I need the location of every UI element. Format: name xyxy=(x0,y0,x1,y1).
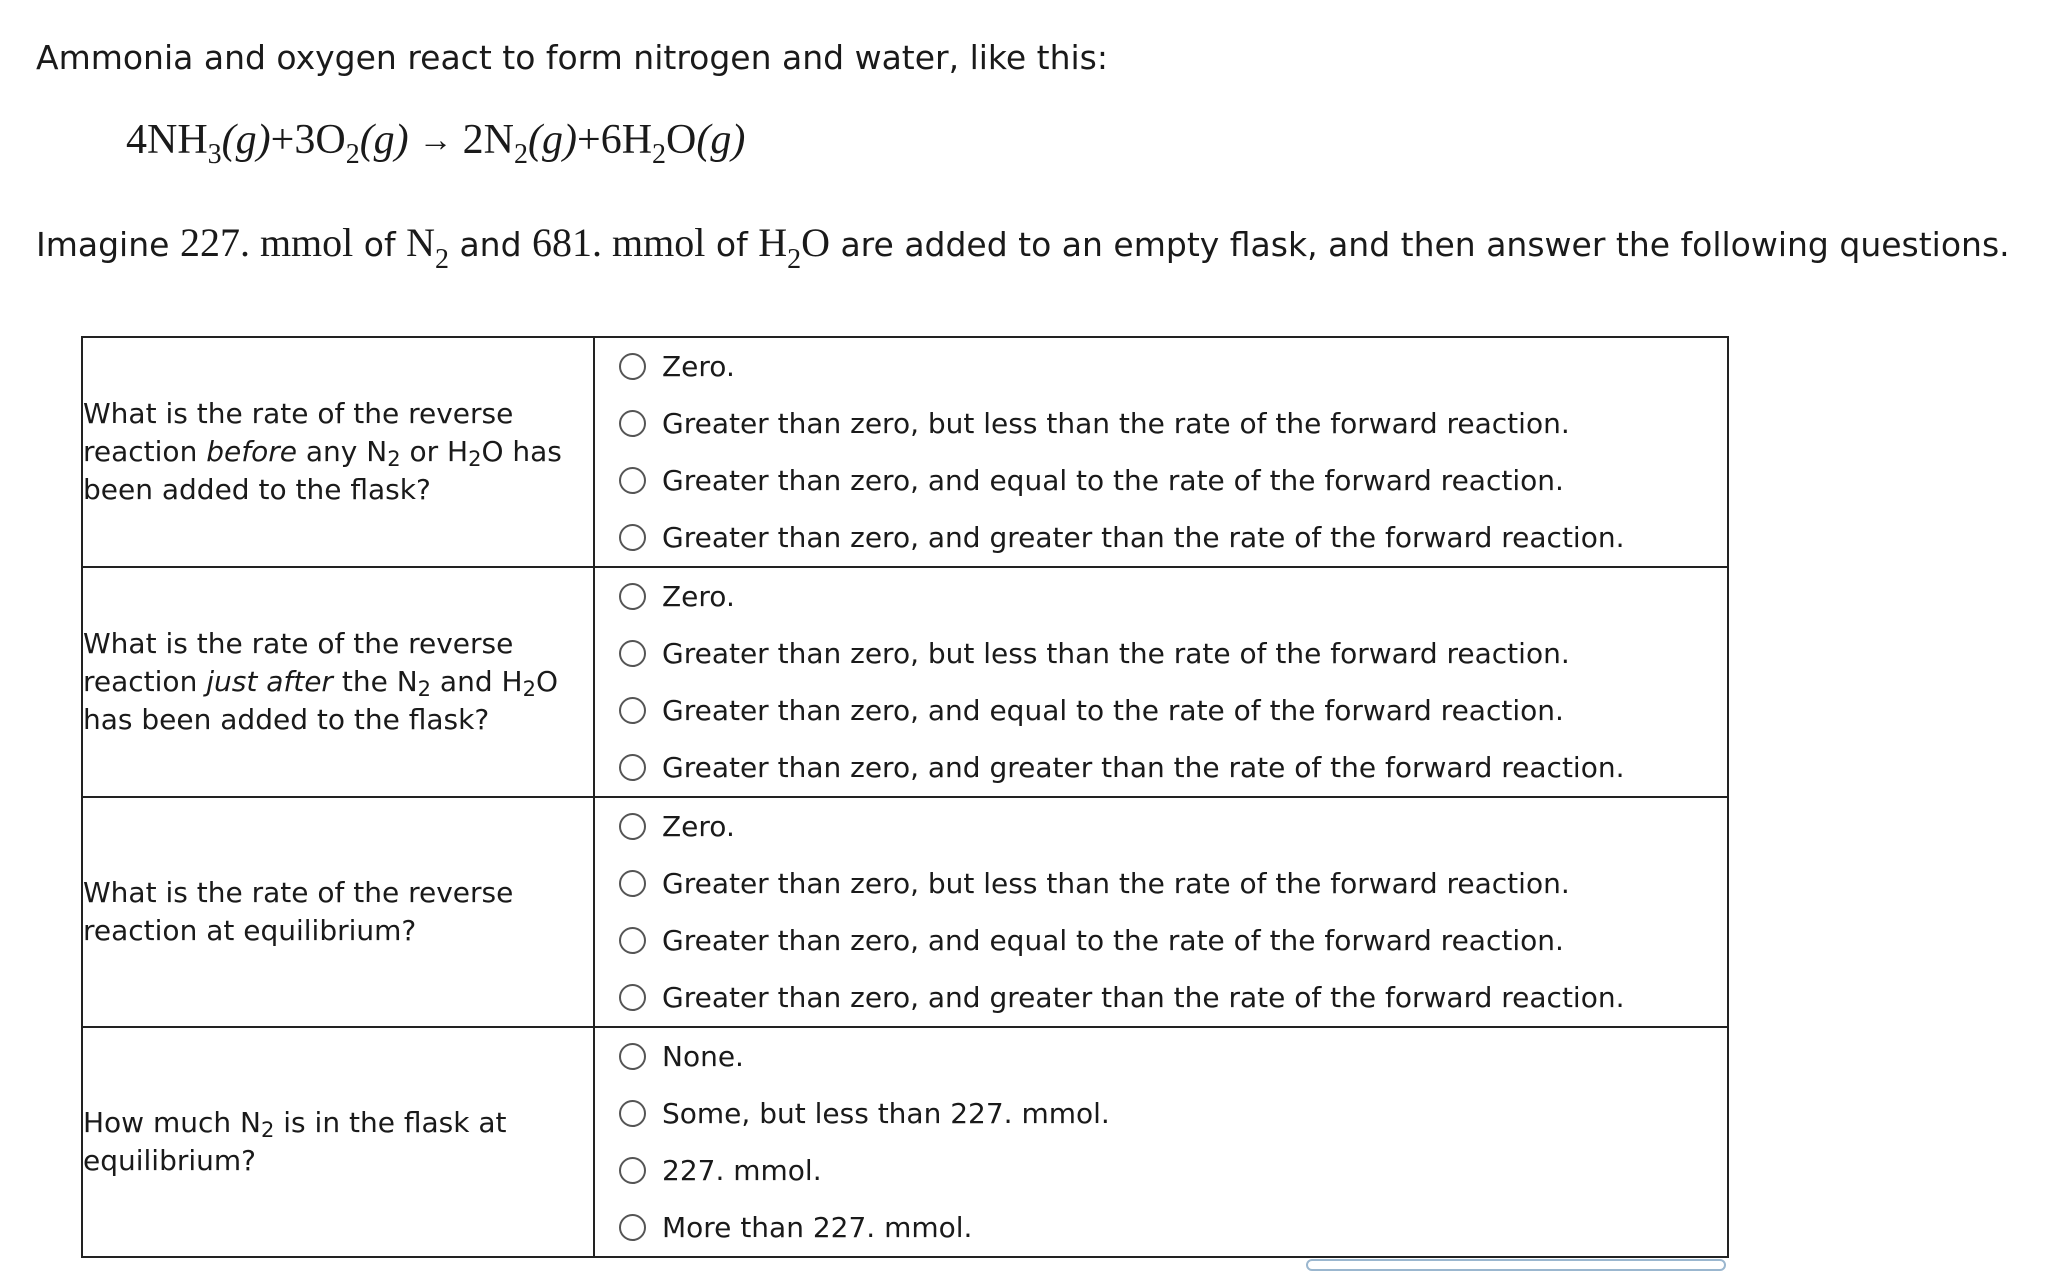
radio-button[interactable] xyxy=(619,754,646,781)
question-text: What is the rate of the reverse reaction at equilibrium? xyxy=(83,876,514,947)
radio-button[interactable] xyxy=(619,640,646,667)
radio-button[interactable] xyxy=(619,1157,646,1184)
answer-option[interactable] xyxy=(595,739,1727,796)
question-row xyxy=(82,1027,1728,1257)
radio-button[interactable] xyxy=(619,1043,646,1070)
radio-button[interactable] xyxy=(619,467,646,494)
radio-button[interactable] xyxy=(619,353,646,380)
answer-option[interactable] xyxy=(595,1085,1727,1142)
species-n2: N xyxy=(483,117,515,163)
partial-panel-edge xyxy=(1306,1259,1726,1271)
question-text: or H xyxy=(400,435,469,468)
option-label: Greater than zero, and equal to the rate of the forward reaction. xyxy=(662,924,1564,957)
radio-button[interactable] xyxy=(619,583,646,610)
option-label: Greater than zero, but less than the rate of the forward reaction. xyxy=(662,867,1570,900)
question-cell xyxy=(82,1027,594,1257)
option-label: Zero. xyxy=(662,810,735,843)
species-n2-label: N xyxy=(406,220,435,265)
amount-h2o: 681. mmol xyxy=(532,220,706,265)
question-text: O has been added to the flask? xyxy=(83,435,562,506)
answer-option[interactable] xyxy=(595,1028,1727,1085)
answer-option[interactable] xyxy=(595,1199,1727,1256)
radio-button[interactable] xyxy=(619,1100,646,1127)
option-label: 227. mmol. xyxy=(662,1154,822,1187)
answer-option[interactable] xyxy=(595,395,1727,452)
answer-option[interactable] xyxy=(595,969,1727,1026)
question-text: and H xyxy=(431,665,523,698)
species-h2o-sub: 2 xyxy=(787,244,802,275)
plus-1: + xyxy=(270,117,295,163)
question-subscript: 2 xyxy=(387,447,401,471)
radio-button[interactable] xyxy=(619,697,646,724)
option-label: Some, but less than 227. mmol. xyxy=(662,1097,1110,1130)
options-cell xyxy=(594,797,1728,1027)
answer-option[interactable] xyxy=(595,568,1727,625)
statement-part-2: of xyxy=(353,225,407,264)
question-text: any N xyxy=(296,435,388,468)
answer-option[interactable] xyxy=(595,452,1727,509)
intro-text: Ammonia and oxygen react to form nitrogen and water, like this: xyxy=(36,38,1108,77)
amount-n2: 227. mmol xyxy=(179,220,354,265)
reaction-equation xyxy=(126,112,745,169)
option-label: None. xyxy=(662,1040,744,1073)
options-cell xyxy=(594,1027,1728,1257)
question-table xyxy=(81,336,1729,1258)
answer-option[interactable] xyxy=(595,855,1727,912)
statement-part-4: of xyxy=(705,225,759,264)
question-cell xyxy=(82,797,594,1027)
species-h2o-h: H xyxy=(621,117,653,163)
question-cell xyxy=(82,337,594,567)
coef-h2o: 6 xyxy=(600,117,622,163)
coef-nh3: 4 xyxy=(126,117,147,163)
question-row xyxy=(82,567,1728,797)
question-subscript: 2 xyxy=(468,447,482,471)
phase-o2: (g) xyxy=(359,117,409,163)
option-label: More than 227. mmol. xyxy=(662,1211,973,1244)
option-label: Greater than zero, and greater than the rate of the forward reaction. xyxy=(662,521,1625,554)
option-label: Greater than zero, but less than the rate of the forward reaction. xyxy=(662,407,1570,440)
options-cell xyxy=(594,337,1728,567)
sub-h2o: 2 xyxy=(652,139,667,170)
question-text: What is the rate of the reverse reaction xyxy=(83,627,514,698)
species-n2-sub: 2 xyxy=(434,244,449,275)
question-row xyxy=(82,797,1728,1027)
coef-o2: 3 xyxy=(294,117,316,163)
radio-button[interactable] xyxy=(619,870,646,897)
option-label: Greater than zero, and equal to the rate of the forward reaction. xyxy=(662,464,1564,497)
question-emphasis: just after xyxy=(206,665,333,698)
option-label: Greater than zero, and equal to the rate of the forward reaction. xyxy=(662,694,1564,727)
answer-option[interactable] xyxy=(595,682,1727,739)
sub-nh3: 3 xyxy=(207,139,222,170)
radio-button[interactable] xyxy=(619,927,646,954)
question-cell xyxy=(82,567,594,797)
radio-button[interactable] xyxy=(619,984,646,1011)
phase-nh3: (g) xyxy=(221,117,271,163)
species-h2o-h-label: H xyxy=(758,220,788,265)
question-text: What is the rate of the reverse reaction xyxy=(83,397,514,468)
question-text: is in the flask at equilibrium? xyxy=(83,1106,507,1177)
question-row xyxy=(82,337,1728,567)
radio-button[interactable] xyxy=(619,813,646,840)
statement-part-5: are added to an empty flask, and then answer the following questions. xyxy=(829,225,2010,264)
phase-n2: (g) xyxy=(528,117,577,163)
coef-n2: 2 xyxy=(462,117,484,163)
answer-option[interactable] xyxy=(595,338,1727,395)
sub-o2: 2 xyxy=(345,139,360,170)
question-text: O has been added to the flask? xyxy=(83,665,558,736)
radio-button[interactable] xyxy=(619,1214,646,1241)
species-nh3: NH xyxy=(147,117,208,163)
answer-option[interactable] xyxy=(595,912,1727,969)
species-o2: O xyxy=(315,117,346,163)
statement-part-1: Imagine xyxy=(36,225,180,264)
option-label: Zero. xyxy=(662,350,735,383)
species-h2o-o: O xyxy=(666,117,697,163)
species-h2o-o-label: O xyxy=(801,220,830,265)
question-subscript: 2 xyxy=(261,1118,275,1142)
option-label: Greater than zero, and greater than the rate of the forward reaction. xyxy=(662,751,1625,784)
answer-option[interactable] xyxy=(595,625,1727,682)
plus-2: + xyxy=(577,117,601,163)
question-emphasis: before xyxy=(206,435,297,468)
sub-n2: 2 xyxy=(514,139,529,170)
statement-part-3: and xyxy=(448,225,533,264)
answer-option[interactable] xyxy=(595,1142,1727,1199)
options-cell xyxy=(594,567,1728,797)
problem-statement xyxy=(36,218,2010,275)
question-text: the N xyxy=(332,665,418,698)
option-label: Zero. xyxy=(662,580,735,613)
reaction-arrow-icon: → xyxy=(418,122,453,159)
answer-option[interactable] xyxy=(595,509,1727,566)
option-label: Greater than zero, but less than the rate of the forward reaction. xyxy=(662,637,1570,670)
radio-button[interactable] xyxy=(619,410,646,437)
question-text: How much N xyxy=(83,1106,261,1139)
option-label: Greater than zero, and greater than the rate of the forward reaction. xyxy=(662,981,1625,1014)
question-subscript: 2 xyxy=(522,677,536,701)
radio-button[interactable] xyxy=(619,524,646,551)
answer-option[interactable] xyxy=(595,798,1727,855)
phase-h2o: (g) xyxy=(696,117,746,163)
question-subscript: 2 xyxy=(417,677,432,701)
